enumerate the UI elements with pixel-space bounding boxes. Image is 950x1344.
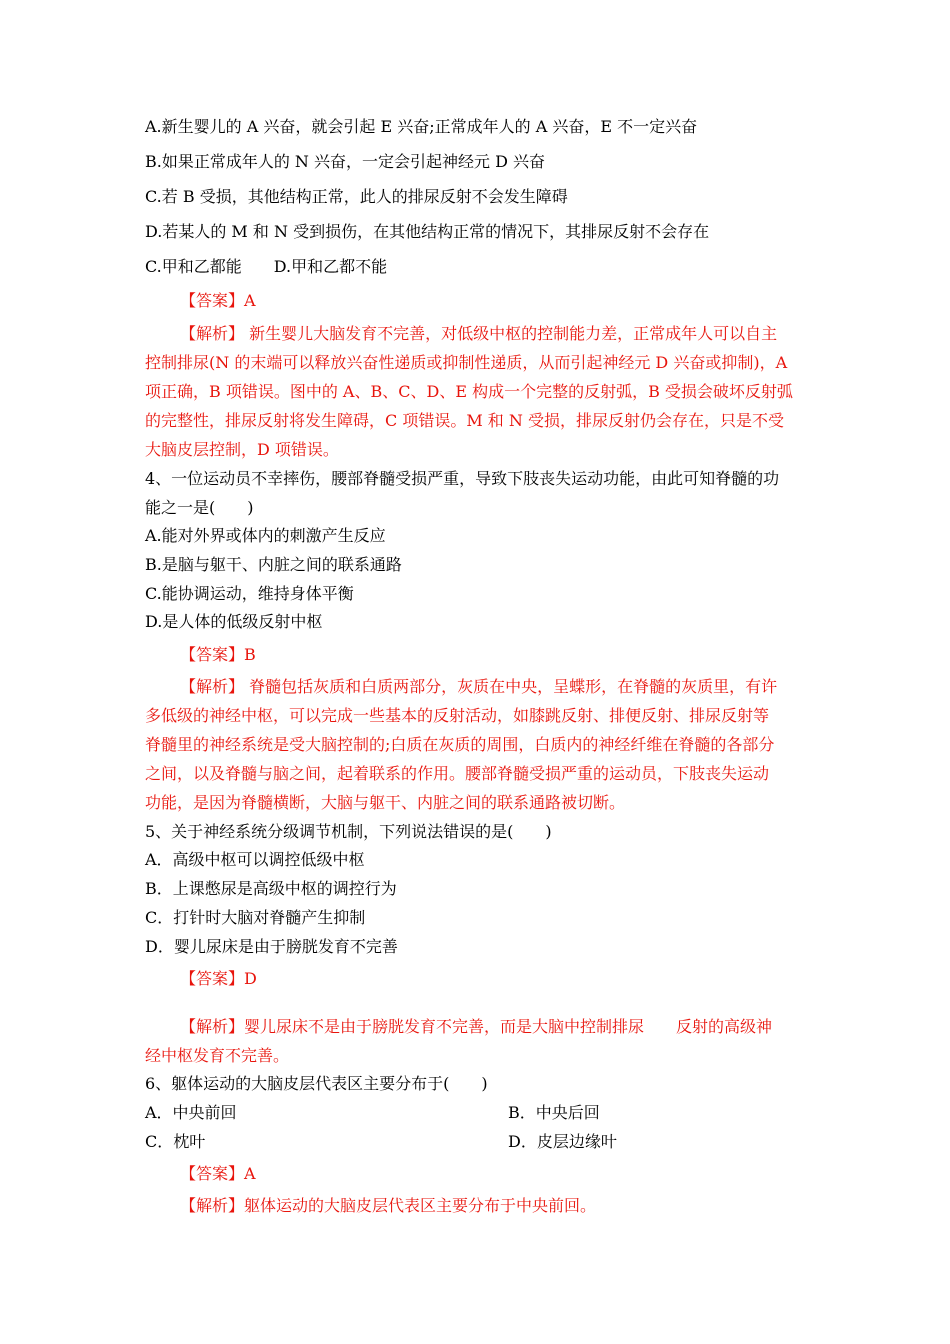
q3-option-b: B.如果正常成年人的 N 兴奋，一定会引起神经元 D 兴奋 — [145, 152, 546, 171]
q3-analysis-line: 控制排尿(N 的末端可以释放兴奋性递质或抑制性递质，从而引起神经元 D 兴奋或抑制)，A — [145, 353, 788, 372]
q4-option-c: C.能协调运动，维持身体平衡 — [145, 584, 354, 603]
q3-analysis-line: 大脑皮层控制，D 项错误。 — [145, 440, 339, 459]
q5-answer: 【答案】D — [180, 969, 257, 988]
q5-option-b: B．上课憋尿是高级中枢的调控行为 — [145, 879, 397, 898]
q3-extra-line: C.甲和乙都能 D.甲和乙都不能 — [145, 257, 388, 276]
q5-stem: 5、关于神经系统分级调节机制，下列说法错误的是( ) — [145, 822, 552, 841]
q4-stem-line: 能之一是( ) — [145, 498, 254, 517]
q6-stem: 6、躯体运动的大脑皮层代表区主要分布于( ) — [145, 1074, 488, 1093]
q6-option-c: C．枕叶 — [145, 1132, 206, 1151]
q4-option-b: B.是脑与躯干、内脏之间的联系通路 — [145, 555, 402, 574]
q3-option-a: A.新生婴儿的 A 兴奋，就会引起 E 兴奋;正常成年人的 A 兴奋，E 不一定兴奋 — [145, 117, 698, 136]
q6-option-a: A．中央前回 — [145, 1103, 237, 1122]
q3-analysis-line: 项正确，B 项错误。图中的 A、B、C、D、E 构成一个完整的反射弧，B 受损会破坏反射弧 — [145, 382, 793, 401]
q4-analysis-line: 功能，是因为脊髓横断，大脑与躯干、内脏之间的联系通路被切断。 — [145, 793, 626, 812]
q5-analysis-line: 【解析】婴儿尿床不是由于膀胱发育不完善，而是大脑中控制排尿 反射的高级神 — [180, 1017, 773, 1036]
q4-analysis-line: 之间，以及脊髓与脑之间，起着联系的作用。腰部脊髓受损严重的运动员，下肢丧失运动 — [145, 764, 770, 783]
q6-option-b: B．中央后回 — [508, 1103, 600, 1122]
q4-analysis-line: 脊髓里的神经系统是受大脑控制的;白质在灰质的周围，白质内的神经纤维在脊髓的各部分 — [145, 735, 775, 754]
q3-answer: 【答案】A — [180, 291, 256, 310]
q4-analysis-line: 多低级的神经中枢，可以完成一些基本的反射活动，如膝跳反射、排便反射、排尿反射等 — [145, 706, 770, 725]
q6-answer: 【答案】A — [180, 1164, 256, 1183]
q5-option-d: D．婴儿尿床是由于膀胱发育不完善 — [145, 937, 398, 956]
q4-analysis-line: 【解析】 脊髓包括灰质和白质两部分，灰质在中央，呈蝶形，在脊髓的灰质里，有许 — [180, 677, 778, 696]
q3-analysis-line: 【解析】 新生婴儿大脑发育不完善，对低级中枢的控制能力差，正常成年人可以自主 — [180, 324, 778, 343]
q5-analysis-line: 经中枢发育不完善。 — [145, 1046, 290, 1065]
q6-analysis: 【解析】躯体运动的大脑皮层代表区主要分布于中央前回。 — [180, 1196, 597, 1215]
q4-answer: 【答案】B — [180, 645, 256, 664]
q4-option-d: D.是人体的低级反射中枢 — [145, 612, 323, 631]
q3-analysis-line: 的完整性，排尿反射将发生障碍，C 项错误。M 和 N 受损，排尿反射仍会存在，只是不受 — [145, 411, 784, 430]
q3-option-c: C.若 B 受损，其他结构正常，此人的排尿反射不会发生障碍 — [145, 187, 568, 206]
q3-option-d: D.若某人的 M 和 N 受到损伤，在其他结构正常的情况下，其排尿反射不会存在 — [145, 222, 710, 241]
q5-option-c: C．打针时大脑对脊髓产生抑制 — [145, 908, 366, 927]
q5-option-a: A．高级中枢可以调控低级中枢 — [145, 850, 365, 869]
q4-option-a: A.能对外界或体内的刺激产生反应 — [145, 526, 386, 545]
q4-stem-line: 4、一位运动员不幸摔伤，腰部脊髓受损严重，导致下肢丧失运动功能，由此可知脊髓的功 — [145, 469, 780, 488]
q6-option-d: D．皮层边缘叶 — [508, 1132, 617, 1151]
